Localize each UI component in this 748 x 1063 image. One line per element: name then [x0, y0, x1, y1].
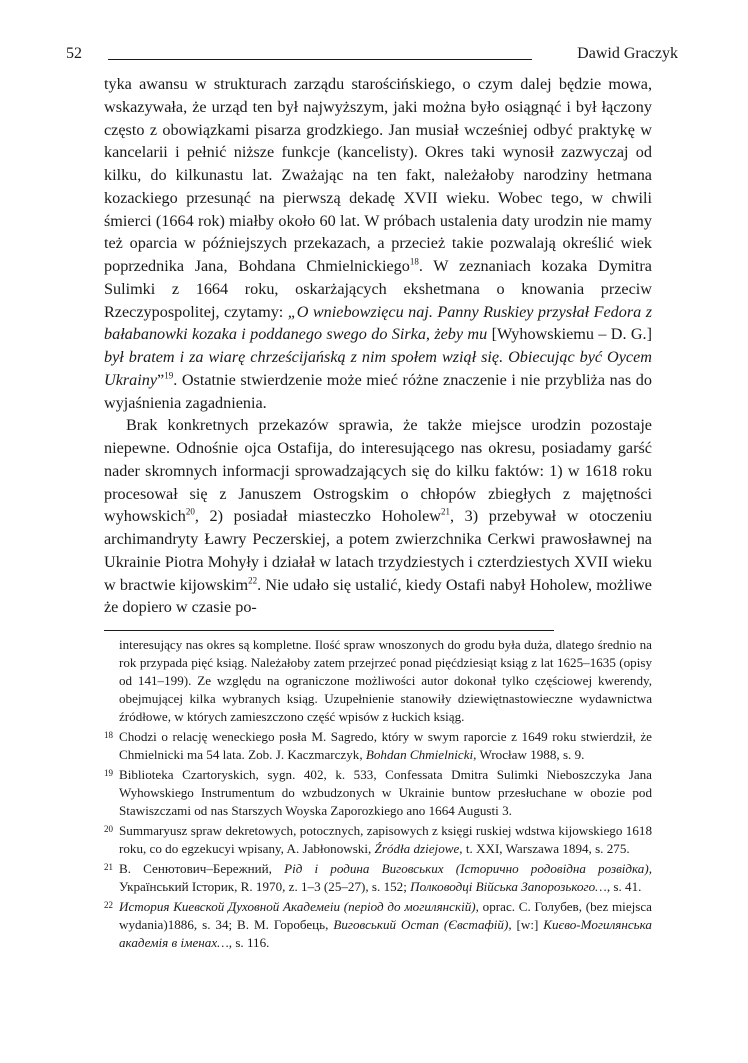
header-rule	[108, 59, 532, 60]
footnote-18: 18 Chodzi o relację weneckiego posła M. Sagredo, który w swym raporcie z 1649 roku stwierdził, że Chmielnicki ma 54 lata. Zob. J. Kaczmarczyk, Bohdan Chmielnicki, Wrocław 1988, s. 9.	[104, 729, 652, 762]
quote: był bratem i za wiarę chrześcijańską z nim społem wziął się. Obiecując być Oycem Ukrainy	[104, 348, 652, 389]
footnote-number: 20	[104, 824, 113, 834]
running-head: Dawid Graczyk	[577, 45, 678, 62]
footnote-ref-20[interactable]: 20	[185, 506, 195, 517]
footnotes	[104, 636, 652, 954]
footnote-ref-22[interactable]: 22	[248, 575, 258, 586]
main-text	[104, 73, 652, 619]
page-number: 52	[66, 45, 82, 62]
footnote-ref-21[interactable]: 21	[440, 506, 450, 517]
footnote-21: 21 В. Сенютович–Бережний, Рід і родина Виговських (Історично родовідна розвідка), Український Історик, R. 1970, z. 1–3 (25–27), s. 152; Полководці Війська Запорозького…, s. 41.	[104, 861, 652, 894]
footnote-19: 19 Biblioteka Czartoryskich, sygn. 402, k. 533, Confessata Dmitra Sulimki Nieboszczyka Jana Wyhowskiego Instrumentum do wzbudzonych w Ukrainie buntow przesłuchane w obozie pod Stawiszczami od nas Starszych Woyska Zaporozkiego ano 1664 Augusti 3.	[104, 767, 652, 818]
footnote-ref-18[interactable]: 18	[409, 256, 419, 267]
footnote-number: 22	[104, 900, 113, 910]
quote: „O wniebowzięcu naj. Panny Ruskiey przysłał Fedora z bałabanowki kozaka i poddanego swego do Sirka, żeby mu	[104, 302, 652, 344]
paragraph-1: tyka awansu w strukturach zarządu starościńskiego, o czym dalej będzie mowa, wskazywała, że urząd ten był najwyższym, jaki można było osiągnąć i był łączony często z obowiązkami pisarza grodzkiego. Jan musiał wcześniej odbyć praktykę w kancelarii i pełnić niższe funkcje (kancelisty). Okres taki wynosił zazwyczaj od kilku, do kilkunastu lat. Zważając na ten fakt, należałoby narodziny hetmana kozackiego przesunąć na pierwszą dekadę XVII wieku. Wobec tego, w chwili śmierci (1664 rok) miałby około 60 lat. W próbach ustalenia daty urodzin nie mamy też oparcia w późniejszych przekazach, a przecież takie pozwalają określić wiek poprzednika Jana, Bohdana Chmielnickiego$^{18}$. W zeznaniach kozaka Dymitra Sulimki z 1664 roku, oskarżających ekshetmana o knowania przeciw Rzeczypospolitej, czytamy: „O wniebowzięcu naj. Panny Ruskiey przysłał Fedora z bałabanowki kozaka i poddanego swego do Sirka, żeby mu [Wyhowskiemu – D. G.] był bratem i za wiarę chrześcijańską z nim społem wziął się. Obiecując być Oycem Ukrainy”$^{19}$. Ostatnie stwierdzenie może mieć różne znaczenie i nie przybliża nas do wyjaśnienia zagadnienia.	[104, 75, 652, 412]
footnote-rule	[104, 630, 554, 631]
footnote-number: 19	[104, 768, 113, 778]
footnote-continuation: interesujący nas okres są kompletne. Ilość spraw wnoszonych do grodu była duża, dlatego średnio na rok przypada pięć ksiąg. Należałoby zatem przejrzeć ponad pięćdziesiąt ksiąg z lat 1625–1635 (opisy od 141–199). Ze względu na ograniczone możliwości autor dokonał tylko częściowej kwerendy, obejmującej kilka wybranych ksiąg. Uzupełnienie stanowiły dziewiętnastowieczne wydawnictwa źródłowe, w których zamieszczono część wpisów z łuckich ksiąg.	[119, 637, 652, 724]
footnote-number: 18	[104, 730, 113, 740]
page-header	[66, 43, 678, 65]
footnote-20: 20 Summaryusz spraw dekretowych, potocznych, zapisowych z księgi ruskiej wdstwa kijowskiego 1618 roku, co do egzekucyi wpisany, A. Jabłonowski, Źródła dziejowe, t. XXI, Warszawa 1894, s. 275.	[104, 823, 652, 856]
paragraph-2: Brak konkretnych przekazów sprawia, że także miejsce urodzin pozostaje niepewne. Odnośnie ojca Ostafija, do interesującego nas okresu, posiadamy garść nader skromnych informacji sprowadzających się do kilku faktów: 1) w 1618 roku procesował się z Januszem Ostrogskim o chłopów zbiegłych z majętności wyhowskich$^{20}$, 2) posiadał miasteczko Hoholew$^{21}$, 3) przebywał w otoczeniu archimandryty Ławry Peczerskiej, a potem zwierzchnika Cerkwi prawosławnej na Ukrainie Piotra Mohyły i działał w latach trzydziestych i czterdziestych XVII wieku w bractwie kijowskim$^{22}$. Nie udało się ustalić, kiedy Ostafi nabył Hoholew, możliwe że dopiero w czasie po-	[104, 416, 652, 617]
footnote-number: 21	[104, 862, 113, 872]
footnote-ref-19[interactable]: 19	[164, 370, 174, 381]
footnote-22: 22 История Киевской Духовной Академеіи (період до могилянскій), oprac. С. Голубев, (bez miejsca wydania)1886, s. 34; В. М. Горобець, Виговський Остап (Євстафій), [w:] Києво-Могилянська академія в іменах…, s. 116.	[104, 899, 652, 950]
